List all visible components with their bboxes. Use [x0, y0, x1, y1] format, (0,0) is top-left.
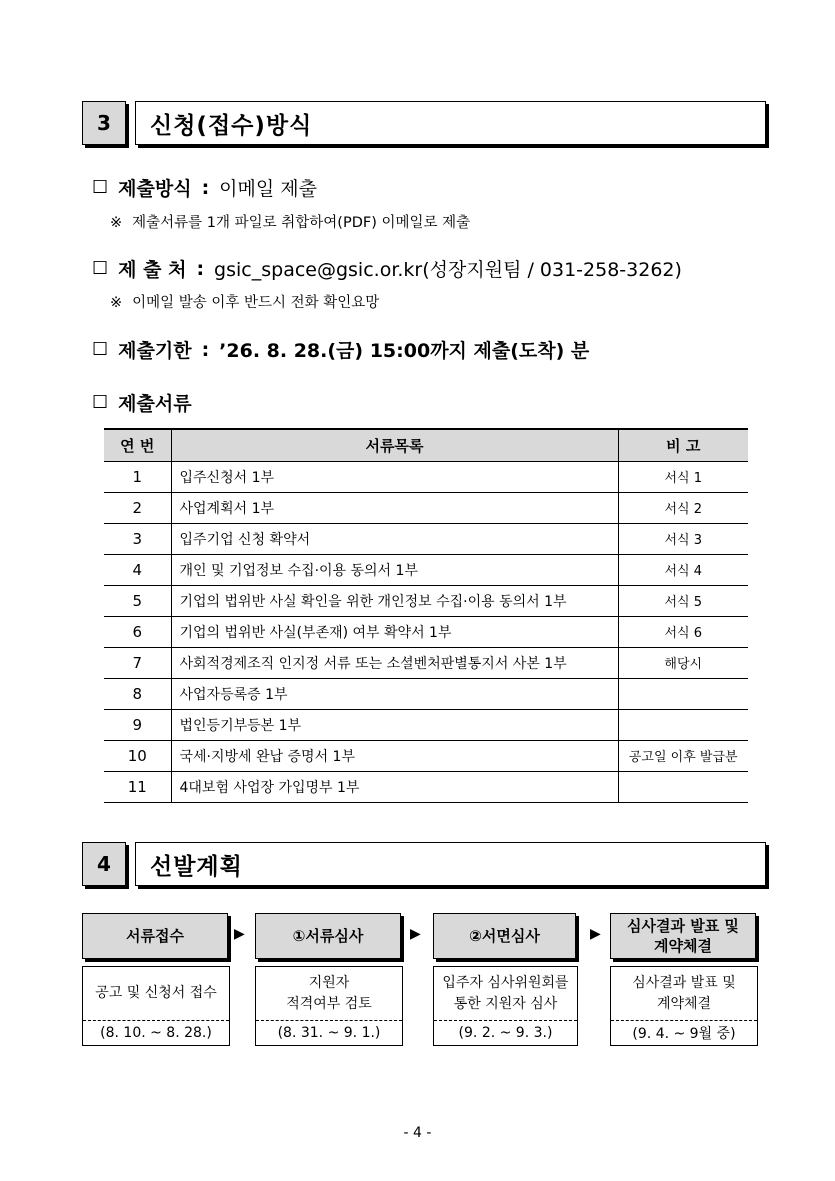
- row-name: 국세·지방세 완납 증명서 1부: [171, 740, 618, 771]
- section-3-number: 3: [82, 101, 126, 145]
- row-no: 1: [104, 461, 171, 492]
- section-3-title: 신청(접수)방식: [135, 101, 766, 145]
- row-name: 4대보험 사업장 가입명부 1부: [171, 771, 618, 802]
- page-number: - 4 -: [403, 1125, 432, 1141]
- flow-desc-period: (8. 31. ~ 9. 1.): [277, 1025, 381, 1041]
- row-remark: 서식 6: [618, 616, 748, 647]
- submission-destination-value[interactable]: gsic_space@gsic.or.kr(성장지원팀 / 031-258-3262): [214, 259, 682, 281]
- row-remark: 서식 4: [618, 554, 748, 585]
- row-remark: [618, 771, 748, 802]
- arrow-right-icon: ▶: [410, 926, 421, 942]
- flow-desc-period: (9. 2. ~ 9. 3.): [458, 1025, 553, 1041]
- checkbox-icon: ☐: [92, 258, 109, 279]
- table-row: [104, 740, 748, 771]
- row-remark: 서식 3: [618, 523, 748, 554]
- table-row: [104, 647, 748, 678]
- flow-desc-period: (9. 4. ~ 9월 중): [632, 1026, 736, 1042]
- table-row: [104, 678, 748, 709]
- flow-desc-text: 공고 및 신청서 접수: [83, 967, 229, 1021]
- flow-desc-1: [82, 966, 230, 1046]
- note-mark: ※: [110, 215, 123, 231]
- section-4-number: 4: [82, 842, 126, 886]
- flow-desc-2: [255, 966, 403, 1046]
- submission-deadline-label: 제출기한: [118, 340, 192, 362]
- row-name: 개인 및 기업정보 수집·이용 동의서 1부: [171, 554, 618, 585]
- flow-step-4: 심사결과 발표 및 계약체결: [610, 913, 756, 959]
- row-no: 8: [104, 678, 171, 709]
- row-name: 사회적경제조직 인지정 서류 또는 소셜벤처판별통지서 사본 1부: [171, 647, 618, 678]
- flow-step-1: 서류접수: [82, 913, 228, 959]
- row-no: 9: [104, 709, 171, 740]
- flow-desc-text: 입주자 심사위원회를 통한 지원자 심사: [434, 967, 577, 1021]
- flow-step-2: ①서류심사: [255, 913, 401, 959]
- row-name: 입주신청서 1부: [171, 461, 618, 492]
- header-remark: 비 고: [618, 429, 748, 461]
- section-4-header: [82, 842, 766, 886]
- checkbox-icon: ☐: [92, 392, 109, 413]
- flow-desc-text: 지원자 적격여부 검토: [256, 967, 402, 1021]
- arrow-right-icon: ▶: [234, 926, 245, 942]
- table-row: [104, 585, 748, 616]
- row-no: 10: [104, 740, 171, 771]
- note-mark: ※: [110, 295, 123, 311]
- row-remark: 서식 5: [618, 585, 748, 616]
- checkbox-icon: ☐: [92, 339, 109, 360]
- note-text: 제출서류를 1개 파일로 취합하여(PDF) 이메일로 제출: [132, 215, 471, 231]
- checkbox-icon: ☐: [92, 177, 109, 198]
- row-no: 6: [104, 616, 171, 647]
- table-row: [104, 461, 748, 492]
- table-row: [104, 709, 748, 740]
- submission-method-label: 제출방식: [118, 178, 192, 200]
- section-3-header: [82, 101, 766, 145]
- table-row: [104, 554, 748, 585]
- row-remark: 해당시: [618, 647, 748, 678]
- row-remark: 서식 1: [618, 461, 748, 492]
- submission-documents: [92, 389, 192, 416]
- arrow-right-icon: ▶: [590, 926, 601, 942]
- section-4-title: 선발계획: [135, 842, 766, 886]
- table-header-row: [104, 429, 748, 461]
- table-row: [104, 523, 748, 554]
- note-text: 이메일 발송 이후 반드시 전화 확인요망: [132, 295, 380, 311]
- documents-table: [104, 428, 748, 803]
- colon: :: [201, 338, 210, 361]
- row-no: 11: [104, 771, 171, 802]
- table-row: [104, 771, 748, 802]
- row-no: 2: [104, 492, 171, 523]
- submission-method-note: [110, 211, 470, 232]
- submission-deadline: [92, 336, 589, 363]
- flow-step-3: ②서면심사: [433, 913, 576, 959]
- row-no: 5: [104, 585, 171, 616]
- flow-desc-3: [433, 966, 578, 1046]
- row-name: 기업의 법위반 사실 확인을 위한 개인정보 수집·이용 동의서 1부: [171, 585, 618, 616]
- header-name: 서류목록: [171, 429, 618, 461]
- submission-method: [92, 174, 317, 201]
- flow-desc-4: [610, 966, 758, 1046]
- row-no: 3: [104, 523, 171, 554]
- row-remark: 공고일 이후 발급분: [618, 740, 748, 771]
- table-row: [104, 492, 748, 523]
- row-remark: [618, 678, 748, 709]
- flow-desc-text: 심사결과 발표 및 계약체결: [611, 967, 757, 1021]
- row-no: 4: [104, 554, 171, 585]
- row-remark: 서식 2: [618, 492, 748, 523]
- submission-deadline-value: ’26. 8. 28.(금) 15:00까지 제출(도착) 분: [219, 340, 590, 362]
- row-name: 사업계획서 1부: [171, 492, 618, 523]
- row-no: 7: [104, 647, 171, 678]
- flow-desc-period: (8. 10. ~ 8. 28.): [100, 1025, 212, 1041]
- submission-destination: [92, 255, 682, 282]
- colon: :: [201, 176, 210, 199]
- colon: :: [196, 257, 205, 280]
- row-remark: [618, 709, 748, 740]
- row-name: 사업자등록증 1부: [171, 678, 618, 709]
- table-row: [104, 616, 748, 647]
- submission-method-value: 이메일 제출: [219, 178, 317, 200]
- submission-destination-label: 제 출 처: [118, 259, 187, 281]
- submission-documents-label: 제출서류: [118, 393, 192, 415]
- row-name: 기업의 법위반 사실(부존재) 여부 확약서 1부: [171, 616, 618, 647]
- row-name: 입주기업 신청 확약서: [171, 523, 618, 554]
- row-name: 법인등기부등본 1부: [171, 709, 618, 740]
- header-no: 연 번: [104, 429, 171, 461]
- submission-destination-note: [110, 291, 379, 312]
